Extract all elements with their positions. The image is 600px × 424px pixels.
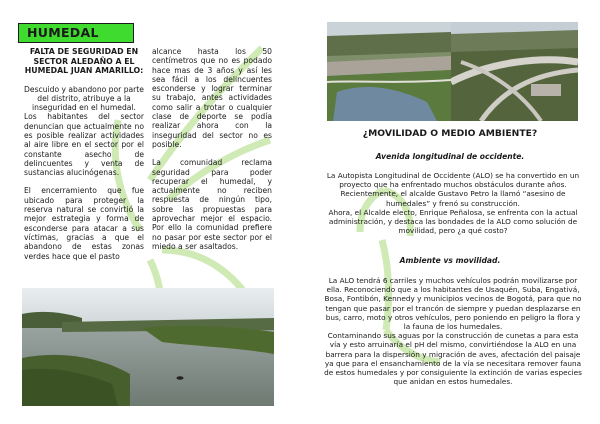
section-tag: HUMEDAL [18,23,134,43]
article-subtitle: Avenida longitudinal de occidente. [375,152,525,161]
article-column-1 [24,47,144,270]
article-paragraph: La Autopista Longitudinal de Occidente (ALO) se ha convertido en un proyecto que ha enfrentado muchos obstáculos durante años. Recientemente, el alcalde Gustavo Petro la llamó “asesino de humedales” y frenó su construcción. [326,171,580,208]
article-body-1 [322,171,584,235]
article-paragraph: Los habitantes del sector denuncian que actualmente no es posible realizar actividades al aire libre en el sector por el constante asecho de delincuentes y venta de sustancias alucinógenas. [24,112,144,178]
article-paragraph: alcance hasta los 50 centímetros que no es podado hace mas de 3 años y así les sea fácil a los delincuentes esconderse y lograr terminar su trabajo, antes actividades como salir a trotar o cualquier clase de deporte se podía realizar ahora con la inseguridad del sector no es posible. [152,47,272,149]
right-page [300,0,600,424]
article-column-2 [152,47,272,260]
article-title: ¿MOVILIDAD O MEDIO AMBIENTE? [362,128,538,139]
highway-aerial-photo-2 [451,22,578,121]
highway-aerial-photo-1 [327,22,451,121]
article-paragraph: La ALO tendrá 6 carriles y muchos vehículos podrán movilizarse por ella. Reconociendo que a los habitantes de Usaquén, Suba, Engativá, Bosa, Fontibón, Kennedy y municipios vecinos de Bogotá, para que no tengan que pasar por el trancón de siempre y puedan desplazarse en bus, carro, moto y otros vehículos, pero poniendo en peligro la flora y la fauna de los humedales. [324,276,582,332]
article-body-2 [322,276,584,386]
wetland-photo [22,288,274,406]
article-paragraph: El encerramiento que fue ubicado para proteger la reserva natural se convirtió la mejor estrategia y forma de esconderse para atacar a sus víctimas, gracias a que el abandono de estas zonas verdes hace que el pasto [24,186,144,261]
article-lead: Descuido y abandono por parte del distrito, atribuye a la inseguridad en el humedal. [24,84,144,113]
article-paragraph: Ahora, el Alcalde electo, Enrique Peñalosa, se enfrenta con la actual administración, y destaca las bondades de la ALO como solución de movilidad, pero ¿a qué costo? [328,207,578,236]
article-paragraph: Contaminando sus aguas por la construcción de cunetas a para esta vía y esto arruinaría el pH del mismo, convirtiéndose la ALO en una barrera para la dispersión y migración de aves, afectación del paisaje ya que para el ensanchamiento de la vía se necesitara remover fauna de estos humedales y por consiguiente la extinción de varias especies que anidan en estos humedales. [324,331,582,387]
article-paragraph: La comunidad reclama seguridad para poder recuperar el humedal, y actualmente no reciben respuesta de ningún tipo, sobre las propuestas para aprovechar mejor el espacio. Por ello la comunidad prefiere no pasar por este sector por el miedo a ser asaltados. [152,158,272,251]
article-headline: FALTA DE SEGURIDAD EN SECTOR ALEDAÑO A EL HUMEDAL JUAN AMARILLO: [24,47,144,75]
article-subtitle: Ambiente vs movilidad. [399,256,501,265]
